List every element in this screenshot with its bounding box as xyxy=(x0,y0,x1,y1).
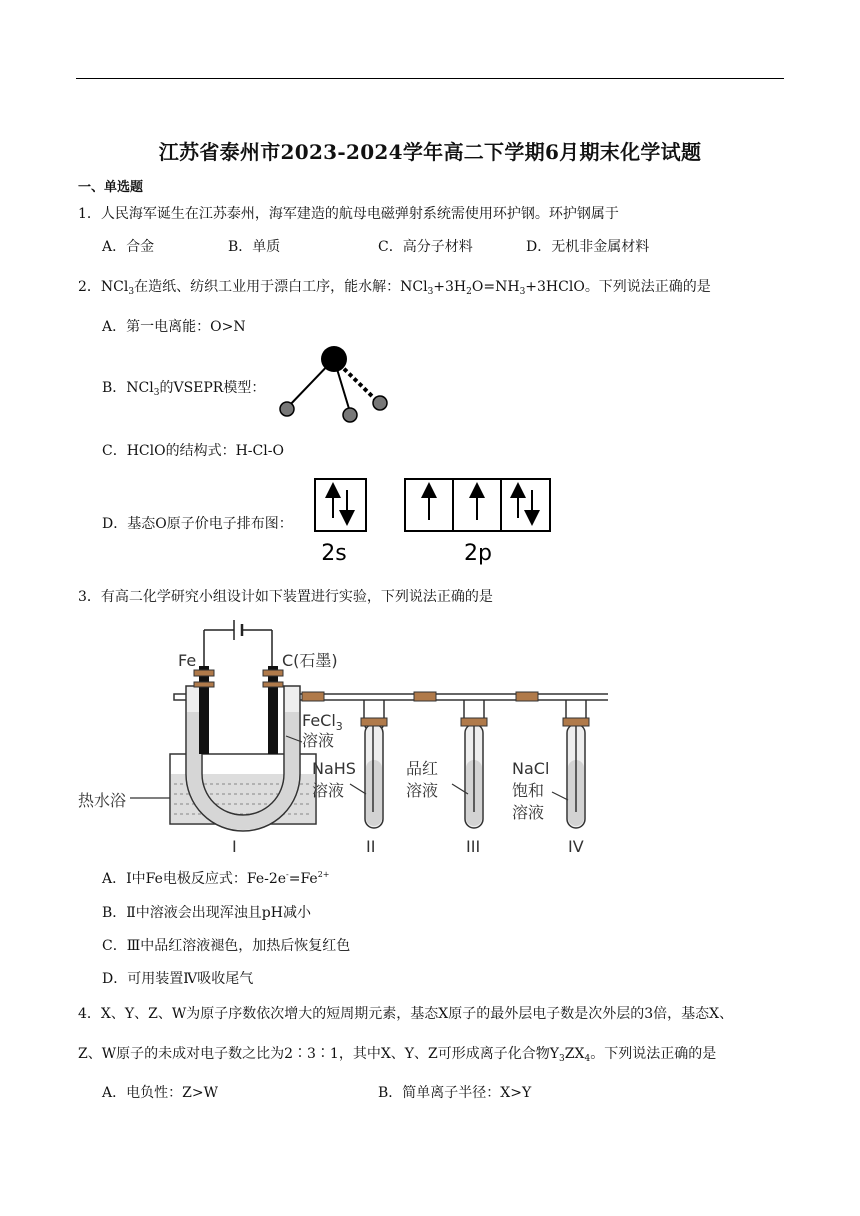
orbital-box-2p-3 xyxy=(501,479,550,531)
q1-option-b: B．单质 xyxy=(228,239,281,255)
q2-equation: $NCl_3+3H_2O=NH_3+3HClO$ xyxy=(400,279,585,297)
label-nacl-solution: 溶液 xyxy=(512,803,545,822)
orbital-diagram xyxy=(310,474,560,568)
label-nahs-solution: 溶液 xyxy=(312,781,345,800)
q2-option-b: B．NCl$_3$的VSEPR模型： xyxy=(102,380,266,398)
q2-number: 2． xyxy=(78,279,101,295)
q1-stem: 1．人民海军诞生在江苏泰州，海军建造的航母电磁弹射系统需使用环护钢。环护钢属于 xyxy=(78,206,619,222)
q3-option-c: C．Ⅲ中品红溶液褪色，加热后恢复红色 xyxy=(102,938,351,954)
experiment-apparatus-figure xyxy=(76,614,616,860)
label-2s: 2s xyxy=(321,541,347,566)
orbital-box-2s xyxy=(315,479,366,531)
label-nahs: NaHS xyxy=(312,759,356,778)
graphite-electrode xyxy=(268,666,278,754)
label-roman-II: II xyxy=(366,837,376,856)
label-roman-I: I xyxy=(232,837,237,856)
q2-option-d: D．基态O原子价电子排布图： xyxy=(102,516,293,532)
label-nacl: NaCl xyxy=(512,759,550,778)
q2-stem-end: 。下列说法正确的是 xyxy=(584,279,711,295)
q1-option-a: A．合金 xyxy=(102,239,155,255)
central-atom xyxy=(321,346,347,372)
label-pinhong-solution: 溶液 xyxy=(406,781,439,800)
q4-formula: $Y_3ZX_4$ xyxy=(549,1046,591,1064)
q4-stem-line2: Z、W原子的未成对电子数之比为2∶3∶1，其中X、Y、Z可形成离子化合物$Y_3ZX_4$。下列说法正确的是 xyxy=(78,1046,717,1064)
q3-option-a: A．Ⅰ中Fe电极反应式：$Fe-2e^-=Fe^{2+}$ xyxy=(102,870,330,887)
q4-option-a: A．电负性：Z>W xyxy=(102,1085,218,1101)
q4-stem-line1: 4．X、Y、Z、W为原子序数依次增大的短周期元素，基态X原子的最外层电子数是次外层的3倍，基态X、 xyxy=(78,1006,734,1022)
q2-stem xyxy=(78,276,711,297)
q1-option-c: C．高分子材料 xyxy=(378,239,473,255)
page-title: 江苏省泰州市2023-2024学年高二下学期6月期末化学试题 xyxy=(158,140,702,164)
q3-stem: 3．有高二化学研究小组设计如下装置进行实验，下列说法正确的是 xyxy=(78,589,493,605)
fe-electrode xyxy=(199,666,209,754)
label-fe: Fe xyxy=(178,651,197,670)
section-heading: 一、单选题 xyxy=(78,180,144,195)
header-rule xyxy=(76,78,784,79)
label-hot-water-bath: 热水浴 xyxy=(78,791,127,810)
label-fecl3-solution: 溶液 xyxy=(302,731,335,750)
vsepr-model-figure xyxy=(272,342,396,428)
q1-option-d: D．无机非金属材料 xyxy=(526,239,650,255)
label-pinhong: 品红 xyxy=(406,759,439,778)
label-graphite: C(石墨) xyxy=(282,651,338,670)
q2-stem-text: 在造纸、纺织工业用于漂白工序，能水解： xyxy=(134,279,401,295)
ligand-atom-front xyxy=(343,408,357,422)
label-roman-III: III xyxy=(466,837,481,856)
label-nacl-saturated: 饱和 xyxy=(512,781,545,800)
q2-formula-ncl3: NCl$_3$ xyxy=(100,279,135,297)
q2-option-a: A．第一电离能：O>N xyxy=(102,319,246,335)
q3-option-d: D．可用装置Ⅳ吸收尾气 xyxy=(102,971,254,987)
label-2p: 2p xyxy=(464,541,492,566)
label-fecl3: FeCl$_3$ xyxy=(302,711,343,733)
q3-option-b: B．Ⅱ中溶液会出现浑浊且pH减小 xyxy=(102,905,311,921)
label-roman-IV: IV xyxy=(568,837,584,856)
ligand-atom-back xyxy=(373,396,387,410)
q4-option-b: B．简单离子半径：X>Y xyxy=(378,1085,532,1101)
q2-option-c: C．HClO的结构式：H-Cl-O xyxy=(102,443,284,459)
ligand-atom-left xyxy=(280,402,294,416)
